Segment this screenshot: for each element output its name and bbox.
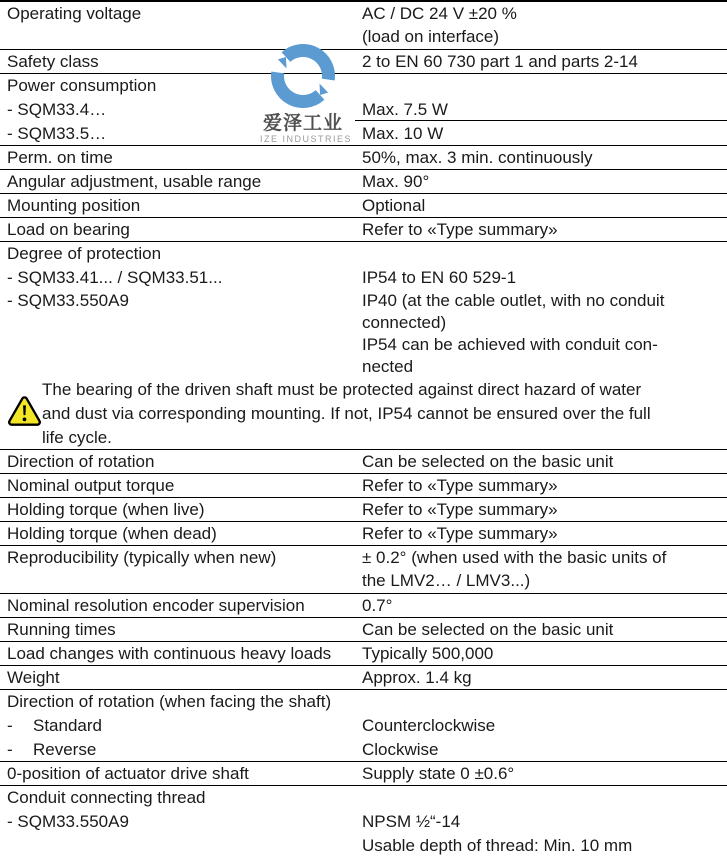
spec-value-line: ± 0.2° (when used with the basic units of <box>362 548 667 567</box>
spec-row-nominal-resolution <box>0 594 727 618</box>
spec-value <box>355 242 727 266</box>
spec-value-line: Usable depth of thread: Min. 10 mm <box>362 836 633 855</box>
spec-row-mounting-position <box>0 194 727 218</box>
logo-swirl-icon <box>271 93 335 112</box>
spec-value: Counterclockwise <box>362 716 496 735</box>
spec-row-load-on-bearing <box>0 218 727 242</box>
spec-row-degree-of-protection <box>0 242 727 266</box>
spec-value-line: connected) <box>362 313 447 332</box>
spec-label: Holding torque (when dead) <box>7 524 217 543</box>
spec-row-safety-class <box>0 50 727 74</box>
spec-value: 50%, max. 3 min. continuously <box>362 148 593 167</box>
spec-row-reproducibility <box>0 546 727 594</box>
spec-label: 0-position of actuator drive shaft <box>7 764 249 783</box>
spec-row-power-consumption <box>0 74 727 98</box>
spec-row-perm-on-time <box>0 146 727 170</box>
spec-value: IP54 to EN 60 529-1 <box>362 268 517 287</box>
spec-label: Mounting position <box>7 196 141 215</box>
spec-value: Approx. 1.4 kg <box>362 668 472 687</box>
spec-row-holding-torque-live <box>0 498 727 522</box>
spec-row-running-times <box>0 618 727 642</box>
spec-row-direction-facing-shaft <box>0 690 727 714</box>
watermark-chinese-name: 爱泽工业 <box>262 113 343 134</box>
spec-value <box>355 546 727 593</box>
spec-label: Nominal resolution encoder supervision <box>7 596 305 615</box>
spec-label: - SQM33.41... / SQM33.51... <box>7 268 223 287</box>
spec-value-line: nected <box>362 357 414 376</box>
spec-value: Refer to «Type summary» <box>362 476 558 495</box>
spec-row-sqm33-4 <box>0 98 727 122</box>
spec-row-holding-torque-dead <box>0 522 727 546</box>
spec-row-load-changes <box>0 642 727 666</box>
spec-label: Perm. on time <box>7 148 113 167</box>
spec-group-label: Direction of rotation (when facing the shaft) <box>7 692 332 711</box>
spec-label: Holding torque (when live) <box>7 500 205 519</box>
spec-sublabel: Standard <box>33 716 102 735</box>
watermark-logo <box>260 44 353 145</box>
spec-row-weight <box>0 666 727 690</box>
spec-value: Optional <box>362 196 426 215</box>
warning-text-line: life cycle. <box>42 428 112 447</box>
spec-row-reverse <box>0 738 727 762</box>
spec-row-sqm33-550a9-thread <box>0 810 727 858</box>
spec-value: Max. 90° <box>362 172 430 191</box>
spec-value-line: AC / DC 24 V ±20 % <box>362 4 517 23</box>
spec-label: Load changes with continuous heavy loads <box>7 644 332 663</box>
spec-group-label: Conduit connecting thread <box>7 788 206 807</box>
warning-note <box>0 378 727 450</box>
spec-label <box>0 738 355 761</box>
spec-row-direction-of-rotation <box>0 450 727 474</box>
spec-value <box>355 74 727 98</box>
spec-value <box>355 2 727 49</box>
warning-triangle-icon <box>7 395 42 432</box>
spec-label: - SQM33.550A9 <box>7 812 129 831</box>
spec-label: Running times <box>7 620 116 639</box>
spec-row-conduit-thread <box>0 786 727 810</box>
spec-label: Load on bearing <box>7 220 130 239</box>
spec-row-operating-voltage <box>0 2 727 50</box>
warning-text-line: The bearing of the driven shaft must be protected against direct hazard of water <box>42 380 642 399</box>
spec-value <box>355 786 727 810</box>
spec-row-standard <box>0 714 727 738</box>
spec-sublabel: Reverse <box>33 740 97 759</box>
spec-label: Weight <box>7 668 60 687</box>
spec-value: Refer to «Type summary» <box>362 500 558 519</box>
spec-row-0-position <box>0 762 727 786</box>
spec-value-line: the LMV2… / LMV3...) <box>362 571 531 590</box>
spec-label: Direction of rotation <box>7 452 155 471</box>
spec-group-label: Degree of protection <box>7 244 162 263</box>
spec-label <box>0 714 355 738</box>
spec-label: - SQM33.5… <box>7 124 107 143</box>
spec-label: - SQM33.4… <box>7 100 107 119</box>
spec-row-angular-adjustment <box>0 170 727 194</box>
spec-group-label: Power consumption <box>7 76 157 95</box>
spec-row-nominal-output-torque <box>0 474 727 498</box>
spec-value: Typically 500,000 <box>362 644 494 663</box>
spec-value <box>355 690 727 714</box>
spec-label: Angular adjustment, usable range <box>7 172 262 191</box>
spec-row-sqm33-550a9-ip <box>0 290 727 378</box>
spec-value: 2 to EN 60 730 part 1 and parts 2-14 <box>362 52 638 71</box>
spec-value: Can be selected on the basic unit <box>362 620 614 639</box>
spec-value-line: IP54 can be achieved with conduit con- <box>362 335 658 354</box>
spec-value: Can be selected on the basic unit <box>362 452 614 471</box>
watermark-latin-name: IZE INDUSTRIES <box>260 134 353 144</box>
spec-label: Nominal output torque <box>7 476 175 495</box>
spec-value: Clockwise <box>362 740 439 759</box>
spec-value: Refer to «Type summary» <box>362 524 558 543</box>
list-dash: - <box>7 716 13 735</box>
spec-label: Reproducibility (typically when new) <box>7 548 277 567</box>
list-dash: - <box>7 740 13 759</box>
spec-value: Supply state 0 ±0.6° <box>362 764 515 783</box>
spec-value-line: IP40 (at the cable outlet, with no conduit <box>362 291 665 310</box>
spec-value-line: (load on interface) <box>362 27 500 46</box>
spec-label: Operating voltage <box>7 4 142 23</box>
spec-label: Safety class <box>7 52 99 71</box>
spec-value <box>355 810 727 858</box>
warning-text-line: and dust via corresponding mounting. If not, IP54 cannot be ensured over the full <box>42 404 651 423</box>
spec-value: 0.7° <box>362 596 393 615</box>
warning-text <box>42 378 727 449</box>
spec-value <box>355 290 727 378</box>
spec-value: Refer to «Type summary» <box>362 220 558 239</box>
spec-value-line: NPSM ½“-14 <box>362 812 461 831</box>
spec-value: Max. 10 W <box>362 124 444 143</box>
spec-row-sqm33-41-51 <box>0 266 727 290</box>
spec-label: - SQM33.550A9 <box>7 291 129 310</box>
spec-row-sqm33-5 <box>0 122 727 146</box>
spec-value: Max. 7.5 W <box>355 98 727 121</box>
warning-icon-cell <box>0 378 42 449</box>
